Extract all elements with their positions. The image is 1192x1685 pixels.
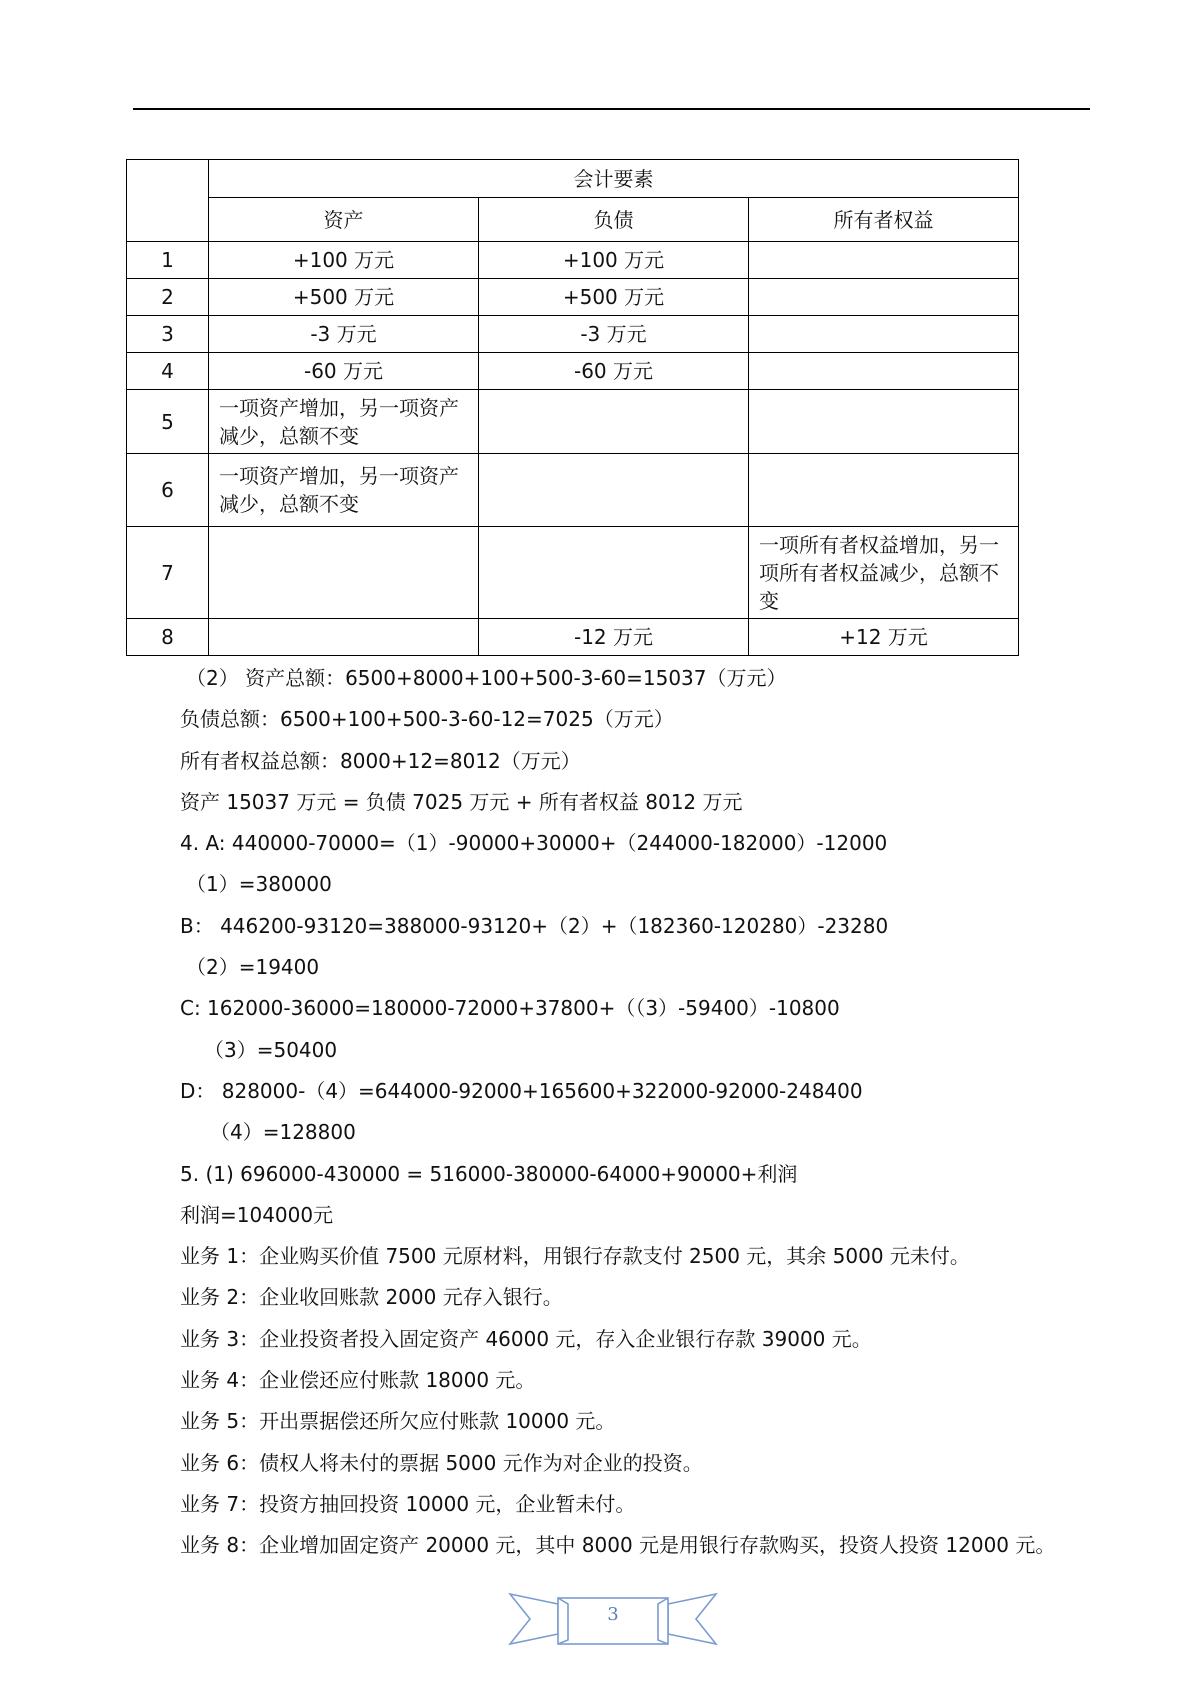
- text-line: 业务 7：投资方抽回投资 10000 元，企业暂未付。: [180, 1491, 636, 1516]
- page-footer: [508, 1590, 718, 1650]
- cell-asset: [209, 527, 479, 619]
- col-header-equity: 所有者权益: [749, 198, 1019, 242]
- text-line: （4）=128800: [210, 1120, 356, 1145]
- accounting-elements-table: [126, 159, 1019, 656]
- table-row: [127, 390, 1019, 454]
- text-line: 4. A: 440000-70000=（1）-90000+30000+（244000-182000）-12000: [180, 831, 888, 856]
- cell-asset: 一项资产增加，另一项资产减少，总额不变: [209, 390, 479, 454]
- table-row: [127, 353, 1019, 390]
- cell-equity: [749, 390, 1019, 454]
- row-no: 1: [127, 242, 209, 279]
- col-header-asset: 资产: [209, 198, 479, 242]
- cell-liability: -60 万元: [479, 353, 749, 390]
- text-line: 所有者权益总额：8000+12=8012（万元）: [180, 748, 581, 773]
- group-header: 会计要素: [209, 160, 1019, 198]
- row-no: 2: [127, 279, 209, 316]
- page-number: 3: [607, 1604, 619, 1625]
- cell-asset: +100 万元: [209, 242, 479, 279]
- table-row: [127, 527, 1019, 619]
- cell-asset: [209, 619, 479, 656]
- text-line: （2）=19400: [186, 955, 320, 980]
- row-no: 4: [127, 353, 209, 390]
- text-line: 资产 15037 万元 = 负债 7025 万元 + 所有者权益 8012 万元: [180, 789, 743, 814]
- text-line: 业务 1：企业购买价值 7500 元原材料，用银行存款支付 2500 元，其余 5000 元未付。: [180, 1244, 970, 1269]
- text-line: C: 162000-36000=180000-72000+37800+（（3）-59400）-10800: [180, 996, 840, 1021]
- text-line: 业务 5：开出票据偿还所欠应付账款 10000 元。: [180, 1409, 616, 1434]
- text-line: 负债总额：6500+100+500-3-60-12=7025（万元）: [180, 707, 674, 732]
- cell-liability: [479, 390, 749, 454]
- text-line: （3）=50400: [204, 1037, 338, 1062]
- col-header-liability: 负债: [479, 198, 749, 242]
- table-row: [127, 279, 1019, 316]
- row-no: 5: [127, 390, 209, 454]
- cell-equity: [749, 454, 1019, 527]
- cell-equity: [749, 316, 1019, 353]
- table-header-row: [127, 160, 1019, 198]
- text-line: 业务 3：企业投资者投入固定资产 46000 元，存入企业银行存款 39000 元。: [180, 1326, 872, 1351]
- table-row: [127, 454, 1019, 527]
- text-line: D： 828000-（4）=644000-92000+165600+322000-92000-248400: [180, 1078, 863, 1103]
- row-no: 7: [127, 527, 209, 619]
- text-line: 业务 8：企业增加固定资产 20000 元，其中 8000 元是用银行存款购买，投资人投资 12000 元。: [180, 1533, 1056, 1558]
- text-line: 业务 6：债权人将未付的票据 5000 元作为对企业的投资。: [180, 1450, 703, 1475]
- table-row: [127, 242, 1019, 279]
- cell-asset: +500 万元: [209, 279, 479, 316]
- text-line: 利润=104000元: [180, 1202, 334, 1227]
- solution-text: [180, 658, 1100, 1567]
- text-line: （2） 资产总额：6500+8000+100+500-3-60=15037（万元）: [186, 666, 787, 690]
- cell-equity: [749, 353, 1019, 390]
- cell-liability: +500 万元: [479, 279, 749, 316]
- cell-asset: -60 万元: [209, 353, 479, 390]
- cell-asset: -3 万元: [209, 316, 479, 353]
- cell-asset: 一项资产增加，另一项资产减少，总额不变: [209, 454, 479, 527]
- cell-liability: [479, 454, 749, 527]
- table-row: [127, 619, 1019, 656]
- table-subheader-row: [127, 198, 1019, 242]
- text-line: 业务 4：企业偿还应付账款 18000 元。: [180, 1368, 536, 1393]
- cell-liability: -12 万元: [479, 619, 749, 656]
- row-no: 6: [127, 454, 209, 527]
- cell-equity: [749, 279, 1019, 316]
- row-no: 8: [127, 619, 209, 656]
- cell-equity: 一项所有者权益增加，另一项所有者权益减少，总额不变: [749, 527, 1019, 619]
- cell-equity: +12 万元: [749, 619, 1019, 656]
- text-line: （1）=380000: [186, 872, 332, 897]
- text-line: 业务 2：企业收回账款 2000 元存入银行。: [180, 1285, 563, 1310]
- row-no: 3: [127, 316, 209, 353]
- text-line: 5. (1) 696000-430000 = 516000-380000-64000+90000+利润: [180, 1161, 798, 1186]
- table-row: [127, 316, 1019, 353]
- cell-liability: [479, 527, 749, 619]
- cell-liability: -3 万元: [479, 316, 749, 353]
- cell-liability: +100 万元: [479, 242, 749, 279]
- text-line: B： 446200-93120=388000-93120+（2）+（182360-120280）-23280: [180, 913, 889, 938]
- cell-equity: [749, 242, 1019, 279]
- header-rule: [133, 108, 1090, 110]
- corner-cell: [127, 160, 209, 242]
